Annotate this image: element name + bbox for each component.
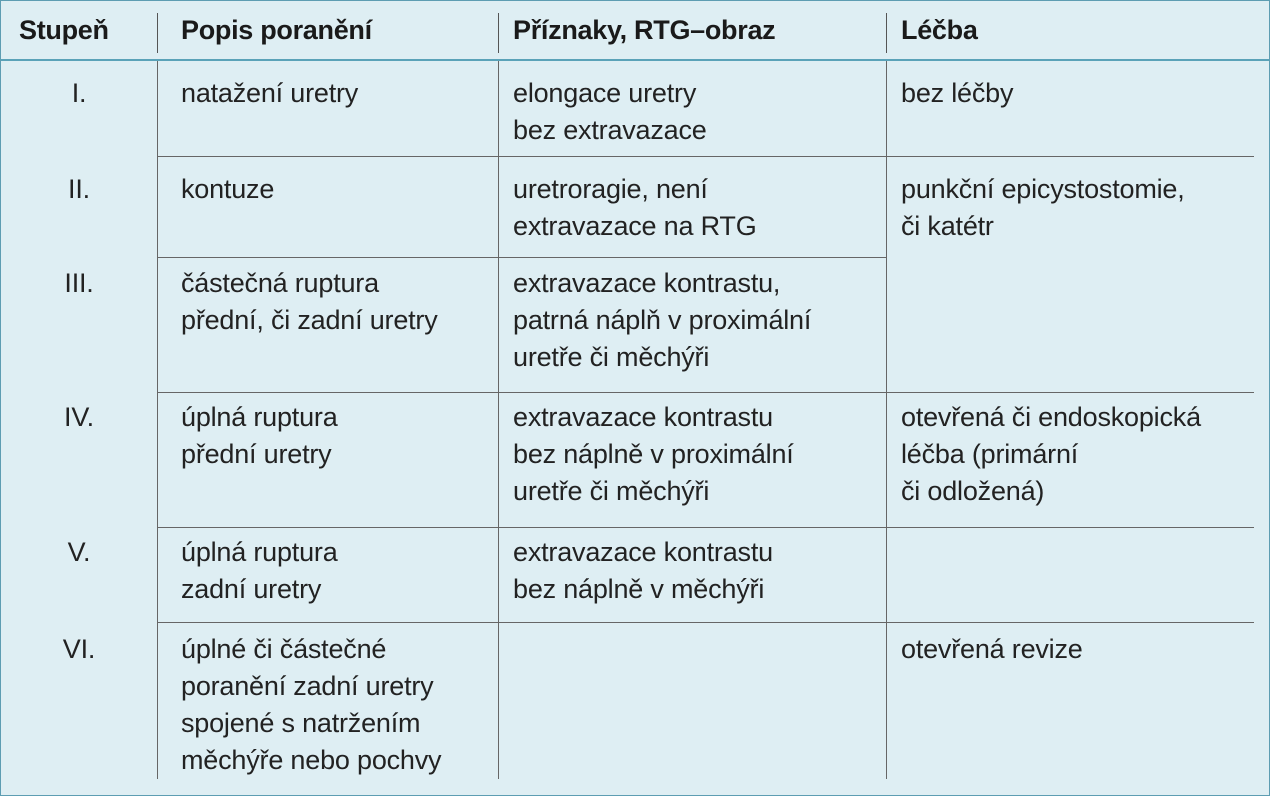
- column-divider: [886, 61, 887, 779]
- row-grade: II.: [68, 174, 90, 204]
- row-grade: IV.: [64, 402, 94, 432]
- row-divider: [157, 622, 1254, 623]
- header-grade: Stupeň: [19, 15, 109, 45]
- column-divider: [886, 13, 887, 53]
- row-treatment: otevřená revize: [901, 634, 1083, 664]
- row-symptoms: elongace uretry bez extravazace: [513, 78, 707, 145]
- row-description: částečná ruptura přední, či zadní uretry: [181, 268, 438, 335]
- row-treatment: punkční epicystostomie, či katétr: [901, 174, 1185, 241]
- row-grade: I.: [71, 78, 87, 108]
- row-symptoms: extravazace kontrastu bez náplně v proximální uretře či měchýři: [513, 402, 794, 506]
- row-description: úplné či částečné poranění zadní uretry spojené s natržením měchýře nebo pochvy: [181, 634, 442, 775]
- row-divider: [157, 257, 887, 258]
- row-divider: [157, 392, 1254, 393]
- row-grade: VI.: [62, 634, 96, 664]
- header-symptoms: Příznaky, RTG–obraz: [513, 15, 776, 45]
- row-symptoms: extravazace kontrastu bez náplně v měchýři: [513, 537, 773, 604]
- row-symptoms: extravazace kontrastu, patrná náplň v proximální uretře či měchýři: [513, 268, 812, 372]
- row-divider: [157, 527, 1254, 528]
- row-description: natažení uretry: [181, 78, 359, 108]
- column-divider: [498, 61, 499, 779]
- column-divider: [498, 13, 499, 53]
- header-treatment: Léčba: [901, 15, 978, 45]
- column-divider: [157, 61, 158, 779]
- row-grade: III.: [64, 268, 94, 298]
- row-treatment: bez léčby: [901, 78, 1014, 108]
- row-symptoms: uretroragie, není extravazace na RTG: [513, 174, 757, 241]
- row-description: kontuze: [181, 174, 275, 204]
- row-grade: V.: [67, 537, 91, 567]
- table-header: [1, 1, 1269, 61]
- column-divider: [157, 13, 158, 53]
- row-divider: [157, 156, 1254, 157]
- header-description: Popis poranění: [181, 15, 372, 45]
- row-description: úplná ruptura zadní uretry: [181, 537, 338, 604]
- row-description: úplná ruptura přední uretry: [181, 402, 338, 469]
- row-treatment: otevřená či endoskopická léčba (primární či odložená): [901, 402, 1201, 506]
